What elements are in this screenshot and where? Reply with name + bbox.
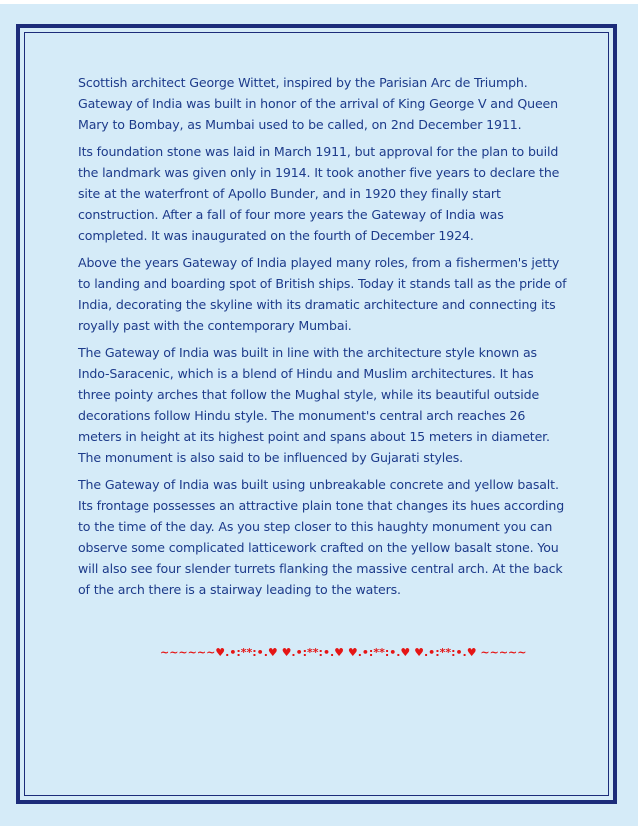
document-body	[78, 72, 568, 606]
paragraph-5: The Gateway of India was built using unbreakable concrete and yellow basalt. Its frontage possesses an attractive plain tone that changes its hues according to the time of the day. As you step closer to this haughty monument you can observe some complicated latticework crafted on the yellow basalt stone. You will also see four slender turrets flanking the massive central arch. At the back of the arch there is a stairway leading to the waters.	[78, 477, 565, 597]
decorative-divider: ~~~~~~♥.•:**:•.♥ ♥.•:**:•.♥ ♥.•:**:•.♥ ♥.•:**:•.♥ ~~~~~	[160, 646, 527, 659]
paragraph-4: The Gateway of India was built in line with the architecture style known as Indo-Saracenic, which is a blend of Hindu and Muslim architectures. It has three pointy arches that follow the Mughal style, while its beautiful outside decorations follow Hindu style. The monument's central arch reaches 26 meters in height at its highest point and spans about 15 meters in diameter. The monument is also said to be influenced by Gujarati styles.	[78, 345, 550, 465]
paragraph-3: Above the years Gateway of India played many roles, from a fishermen's jetty to landing and boarding spot of British ships. Today it stands tall as the pride of India, decorating the skyline with its dramatic architecture and connecting its royally past with the contemporary Mumbai.	[78, 255, 567, 333]
document-page	[0, 4, 638, 826]
paragraph-1: Scottish architect George Wittet, inspired by the Parisian Arc de Triumph. Gateway of India was built in honor of the arrival of King George V and Queen Mary to Bombay, as Mumbai used to be called, on 2nd December 1911.	[78, 75, 558, 132]
paragraph-2: Its foundation stone was laid in March 1911, but approval for the plan to build the landmark was given only in 1914. It took another five years to declare the site at the waterfront of Apollo Bunder, and in 1920 they finally start construction. After a fall of four more years the Gateway of India was completed. It was inaugurated on the fourth of December 1924.	[78, 144, 560, 243]
